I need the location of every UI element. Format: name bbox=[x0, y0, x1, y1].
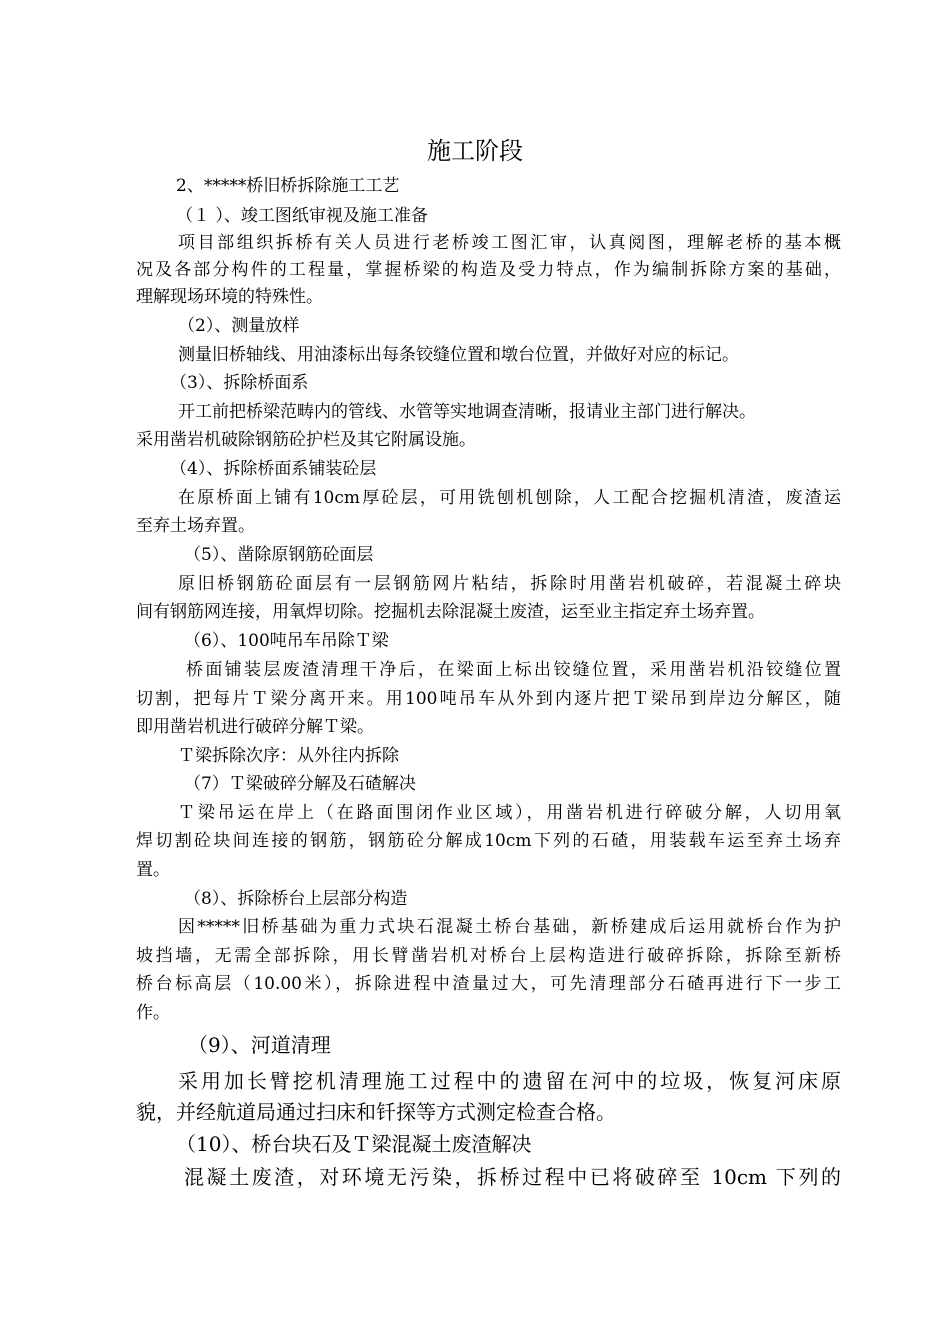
s10-heading: （10）、桥台块石及Ｔ梁混凝土废渣解决 bbox=[176, 1132, 532, 1156]
s6-line-1: 桥面铺装层废渣清理干净后，在梁面上标出铰缝位置，采用凿岩机沿铰缝位置 bbox=[186, 660, 841, 680]
s3-heading: （3）、拆除桥面系 bbox=[170, 373, 309, 393]
s8-line-2: 坡挡墙，无需全部拆除，用长臂凿岩机对桥台上层构造进行破碎拆除，拆除至新桥 bbox=[136, 946, 841, 966]
s4-line-2: 至弃土场弃置。 bbox=[136, 516, 255, 536]
section-heading: 2、*****桥旧桥拆除施工工艺 bbox=[176, 176, 400, 196]
s4-heading: （4）、拆除桥面系铺装砼层 bbox=[170, 459, 377, 479]
s4-line-1: 在原桥面上铺有10cm厚砼层，可用铣刨机刨除，人工配合挖掘机清渣，废渣运 bbox=[178, 488, 841, 508]
s1-line-3: 理解现场环境的特殊性。 bbox=[136, 287, 323, 307]
s7-line-1: Ｔ梁吊运在岸上（在路面围闭作业区域），用凿岩机进行碎破分解，人切用氧 bbox=[178, 803, 841, 823]
s3-line-1: 开工前把桥梁范畴内的管线、水管等实地调查清晰，报请业主部门进行解决。 bbox=[178, 402, 756, 422]
s7-line-2: 焊切割砼块间连接的钢筋，钢筋砼分解成10cm下列的石碴，用装载车运至弃土场弃 bbox=[136, 831, 841, 851]
s9-heading: （9）、河道清理 bbox=[188, 1033, 331, 1057]
s5-line-2: 间有钢筋网连接，用氧焊切除。挖掘机去除混凝土废渣，运至业主指定弃土场弃置。 bbox=[136, 602, 765, 622]
s7-line-3: 置。 bbox=[136, 860, 170, 880]
s1-line-2: 况及各部分构件的工程量，掌握桥梁的构造及受力特点，作为编制拆除方案的基础， bbox=[136, 260, 841, 280]
s8-line-1: 因*****旧桥基础为重力式块石混凝土桥台基础，新桥建成后运用就桥台作为护 bbox=[178, 917, 841, 937]
s9-line-2: 貌，并经航道局通过扫床和钎探等方式测定检查合格。 bbox=[136, 1100, 616, 1124]
s9-line-1: 采用加长臂挖机清理施工过程中的遗留在河中的垃圾，恢复河床原 bbox=[178, 1069, 841, 1093]
s8-heading: （8）、拆除桥台上层部分构造 bbox=[184, 889, 408, 909]
s2-heading: （2）、测量放样 bbox=[178, 316, 300, 336]
s1-heading: （１ ）、竣工图纸审视及施工准备 bbox=[176, 206, 428, 226]
page-title: 施工阶段 bbox=[427, 137, 523, 165]
s5-line-1: 原旧桥钢筋砼面层有一层钢筋网片粘结，拆除时用凿岩机破碎，若混凝土碎块 bbox=[178, 574, 841, 594]
s7-heading: （7）Ｔ梁破碎分解及石碴解决 bbox=[184, 774, 416, 794]
s8-line-4: 作。 bbox=[136, 1003, 170, 1023]
s6-line-2: 切割，把每片Ｔ梁分离开来。用100吨吊车从外到内逐片把Ｔ梁吊到岸边分解区，随 bbox=[136, 689, 841, 709]
s3-line-2: 采用凿岩机破除钢筋砼护栏及其它附属设施。 bbox=[136, 430, 476, 450]
s5-heading: （5）、凿除原钢筋砼面层 bbox=[184, 545, 374, 565]
s6-line-3: 即用凿岩机进行破碎分解Ｔ梁。 bbox=[136, 717, 374, 737]
s2-line-1: 测量旧桥轴线、用油漆标出每条铰缝位置和墩台位置，并做好对应的标记。 bbox=[178, 345, 739, 365]
s8-line-3: 桥台标高层（10.00米），拆除进程中渣量过大，可先清理部分石碴再进行下一步工 bbox=[136, 974, 841, 994]
s1-line-1: 项目部组织拆桥有关人员进行老桥竣工图汇审，认真阅图，理解老桥的基本概 bbox=[178, 233, 841, 253]
s6-order: Ｔ梁拆除次序：从外往内拆除 bbox=[178, 746, 399, 766]
s10-line-1: 混凝土废渣，对环境无污染，拆桥过程中已将破碎至 10cm 下列的 bbox=[184, 1165, 841, 1189]
s6-heading: （6）、100吨吊车吊除Ｔ梁 bbox=[184, 631, 389, 651]
